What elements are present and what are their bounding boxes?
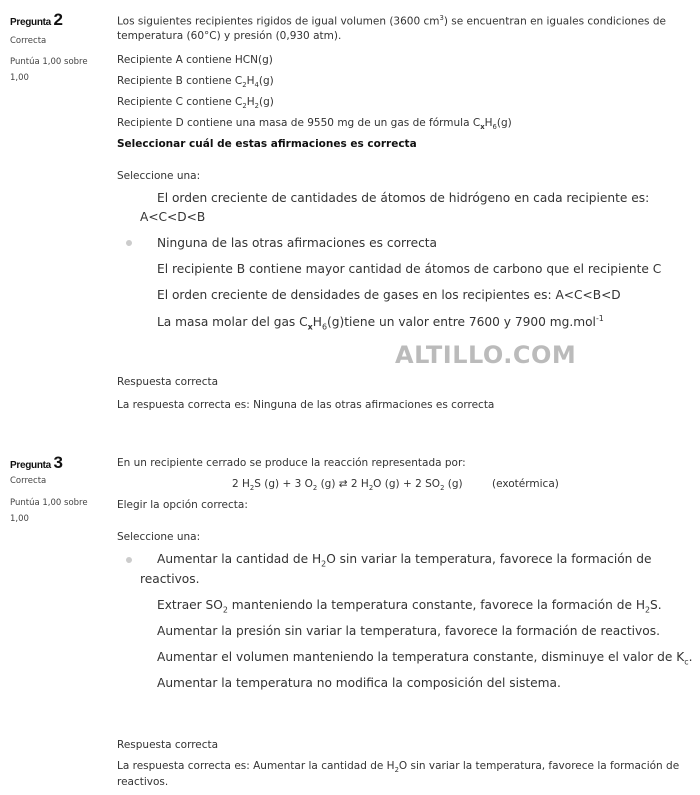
answer-option[interactable] <box>157 650 692 666</box>
text-segment: 2 H <box>232 478 250 490</box>
text-segment: (g) <box>258 75 274 87</box>
subscript: c <box>684 657 689 667</box>
answer-option[interactable] <box>157 314 604 332</box>
answer-option[interactable] <box>157 262 661 276</box>
question-instruction: Seleccionar cuál de estas afirmaciones es correcta <box>117 138 417 150</box>
text-segment: H <box>484 117 493 129</box>
correct-answer-cont: reactivos. <box>117 776 169 788</box>
answer-option[interactable] <box>157 598 662 614</box>
text-segment: H <box>246 96 255 108</box>
correct-answer <box>117 760 679 774</box>
text-segment: (g) <box>258 96 274 108</box>
text-segment: Recipiente C contiene C <box>117 96 243 108</box>
text-segment: (g) <box>496 117 512 129</box>
subscript: x <box>480 123 485 132</box>
text-segment: (g) <box>444 478 463 490</box>
subscript: 2 <box>394 766 399 775</box>
reaction-equation <box>232 478 463 492</box>
feedback-status: Respuesta correcta <box>117 739 219 751</box>
subscript: 2 <box>249 484 255 493</box>
text-segment: H <box>246 75 255 87</box>
text-segment: S (g) + 3 O <box>254 478 313 490</box>
answer-option-cont[interactable]: reactivos. <box>140 572 200 586</box>
question-number: 3 <box>53 453 63 472</box>
answer-option[interactable] <box>157 676 561 690</box>
question-instruction: Elegir la opción correcta: <box>117 499 248 511</box>
question-text-line: En un recipiente cerrado se produce la reacción representada por: <box>117 457 466 469</box>
text-segment: Extraer SO <box>157 598 223 612</box>
text-segment: Aumentar la presión sin variar la temperatura, favorece la formación de reactivos. <box>157 624 660 638</box>
question-text-line <box>117 117 512 131</box>
subscript: 4 <box>254 81 259 90</box>
text-segment: El orden creciente de cantidades de átomos de hidrógeno en cada recipiente es: <box>157 191 650 205</box>
text-segment: O sin variar la temperatura, favorece la formación de <box>326 552 652 566</box>
question-text-line <box>117 54 273 66</box>
question-text-line <box>117 30 341 42</box>
correct-answer: La respuesta correcta es: Ninguna de las otras afirmaciones es correcta <box>117 399 495 411</box>
selected-radio[interactable] <box>126 557 132 563</box>
answer-option[interactable] <box>157 236 437 250</box>
subscript: 6 <box>492 123 497 132</box>
text-segment: El orden creciente de densidades de gases en los recipientes es: A<C<B<D <box>157 288 621 302</box>
subscript: 2 <box>242 81 247 90</box>
answer-option-cont[interactable]: A<C<D<B <box>140 210 206 224</box>
text-segment: Recipiente D contiene una masa de 9550 mg de un gas de fórmula C <box>117 117 481 129</box>
feedback-status: Respuesta correcta <box>117 376 219 388</box>
text-segment: O sin variar la temperatura, favorece la formación de <box>398 760 680 772</box>
watermark-logo: ALTILLO.COM <box>395 341 577 369</box>
question-grade: Puntúa 1,00 sobre <box>10 498 88 508</box>
subscript: 2 <box>242 102 247 111</box>
text-segment: S. <box>650 598 662 612</box>
question-text-line <box>117 96 274 110</box>
question-number: 2 <box>53 10 63 29</box>
question-2-heading <box>10 10 63 30</box>
selected-radio[interactable] <box>126 240 132 246</box>
subscript: x <box>307 322 313 332</box>
superscript: 3 <box>439 14 444 22</box>
answer-option[interactable] <box>157 191 649 205</box>
text-segment: . <box>688 650 693 664</box>
question-grade-cont: 1,00 <box>10 514 29 524</box>
answer-option[interactable] <box>157 624 660 638</box>
text-segment: La respuesta correcta es: Aumentar la cantidad de H <box>117 760 395 772</box>
question-grade-cont: 1,00 <box>10 73 29 83</box>
superscript: -1 <box>595 314 604 323</box>
question-3-heading <box>10 453 63 473</box>
text-segment: O (g) + 2 SO <box>373 478 441 490</box>
text-segment: El recipiente B contiene mayor cantidad de átomos de carbono que el recipiente C <box>157 262 662 276</box>
text-segment: Recipiente A contiene HCN(g) <box>117 54 273 66</box>
text-segment: manteniendo la temperatura constante, favorece la formación de H <box>227 598 645 612</box>
subscript: 2 <box>254 102 259 111</box>
question-label: Pregunta <box>10 17 51 28</box>
question-text-line <box>117 14 666 28</box>
text-segment: Aumentar la cantidad de H <box>157 552 322 566</box>
text-segment: Recipiente B contiene C <box>117 75 243 87</box>
question-label: Pregunta <box>10 460 51 471</box>
text-segment: Aumentar la temperatura no modifica la composición del sistema. <box>157 676 561 690</box>
subscript: 2 <box>222 605 228 615</box>
text-segment: Aumentar el volumen manteniendo la temperatura constante, disminuye el valor de K <box>157 650 685 664</box>
subscript: 2 <box>312 484 318 493</box>
answer-option[interactable] <box>157 288 621 302</box>
select-one-label: Seleccione una: <box>117 170 201 182</box>
question-state: Correcta <box>10 36 47 46</box>
text-segment: (g)tiene un valor entre 7600 y 7900 mg.mol <box>327 315 596 330</box>
text-segment: (g) ⇄ 2 H <box>317 478 369 490</box>
subscript: 2 <box>645 605 651 615</box>
select-one-label: Seleccione una: <box>117 531 201 543</box>
text-segment: H <box>312 315 322 330</box>
reaction-note: (exotérmica) <box>492 478 559 490</box>
subscript: 2 <box>368 484 374 493</box>
subscript: 6 <box>321 322 328 332</box>
subscript: 2 <box>321 559 327 569</box>
text-segment: ) se encuentran en iguales condiciones de <box>443 15 666 28</box>
text-segment: temperatura (60°C) y presión (0,930 atm). <box>117 30 342 42</box>
text-segment: Los siguientes recipientes rigidos de igual volumen (3600 cm <box>117 15 440 28</box>
answer-option[interactable] <box>157 552 652 568</box>
question-text-line <box>117 75 274 89</box>
text-segment: Ninguna de las otras afirmaciones es correcta <box>157 236 438 250</box>
text-segment: La masa molar del gas C <box>157 315 308 330</box>
question-grade: Puntúa 1,00 sobre <box>10 57 88 67</box>
question-state: Correcta <box>10 476 47 486</box>
subscript: 2 <box>440 484 445 493</box>
